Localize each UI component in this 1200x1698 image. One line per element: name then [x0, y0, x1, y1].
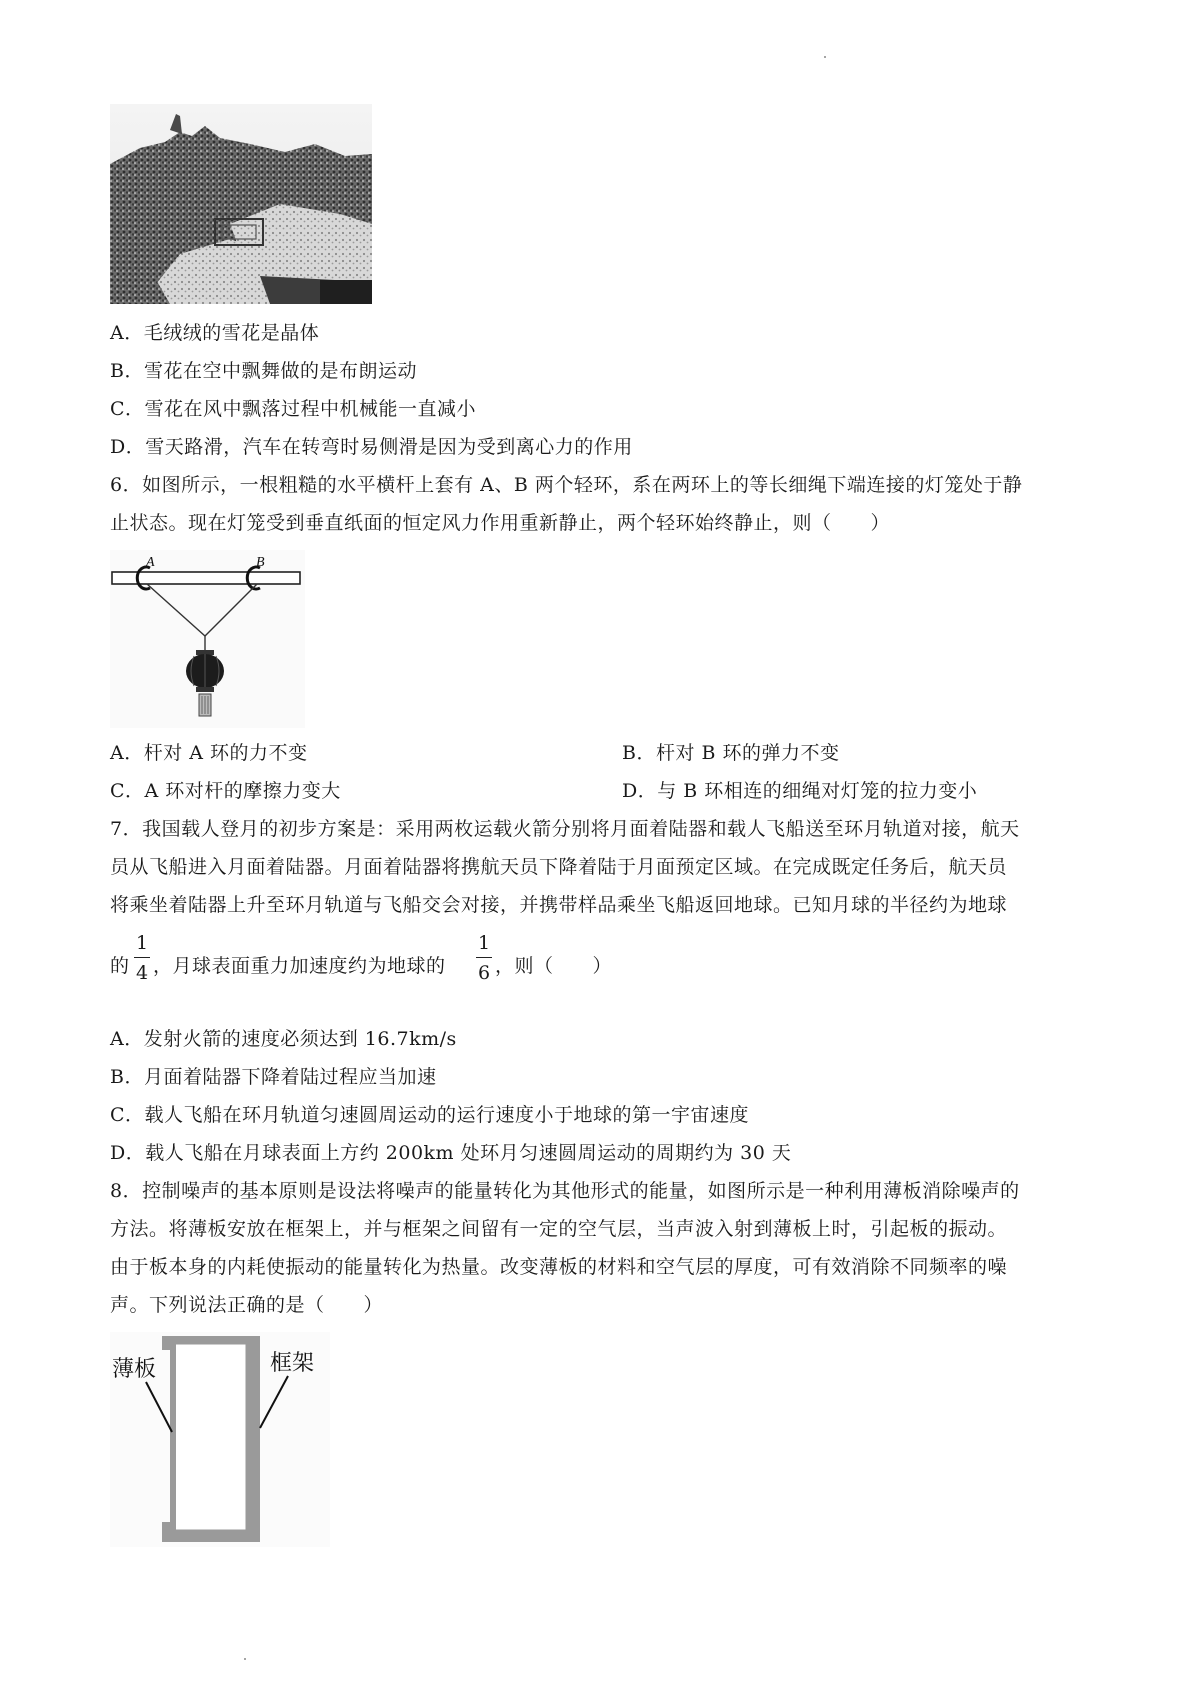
- q7-option-a: A．发射火箭的速度必须达到 16.7km/s: [110, 1028, 457, 1050]
- q5-option-c: C．雪花在风中飘落过程中机械能一直减小: [110, 398, 477, 420]
- q6-stem-line1: 6．如图所示，一根粗糙的水平横杆上套有 A、B 两个轻环，系在两环上的等长细绳下端连接的灯笼处于静: [110, 474, 1023, 496]
- fraction-1-denominator: 4: [135, 962, 149, 984]
- q6-option-a: A．杆对 A 环的力不变: [110, 742, 308, 764]
- q7-stem-line2: 员从飞船进入月面着陆器。月面着陆器将携航天员下降着陆于月面预定区域。在完成既定任务后，航天员: [110, 856, 1008, 878]
- plate-frame-figure: [110, 1332, 330, 1547]
- q5-option-d: D．雪天路滑，汽车在转弯时易侧滑是因为受到离心力的作用: [110, 436, 633, 458]
- fraction-1-numerator: 1: [135, 932, 149, 954]
- q8-stem-line3: 由于板本身的内耗使振动的能量转化为热量。改变薄板的材料和空气层的厚度，可有效消除不同频率的噪: [110, 1256, 1008, 1278]
- q7-option-b: B．月面着陆器下降着陆过程应当加速: [110, 1066, 437, 1088]
- q6-option-d: D．与 B 环相连的细绳对灯笼的拉力变小: [622, 780, 978, 802]
- q7-option-c: C．载人飞船在环月轨道匀速圆周运动的运行速度小于地球的第一宇宙速度: [110, 1104, 750, 1126]
- q7-stem-line3: 将乘坐着陆器上升至环月轨道与飞船交会对接，并携带样品乘坐飞船返回地球。已知月球的半径约为地球: [110, 894, 1008, 916]
- q6-stem-line2: 止状态。现在灯笼受到垂直纸面的恒定风力作用重新静止，两个轻环始终静止，则（ ）: [110, 512, 891, 534]
- fraction-2-numerator: 1: [477, 932, 491, 954]
- fraction-2-bar: [476, 957, 492, 958]
- q5-option-b: B．雪花在空中飘舞做的是布朗运动: [110, 360, 417, 382]
- snow-mountain-photo: [110, 104, 372, 304]
- lantern-rod-figure: [110, 550, 305, 728]
- ring-a-label: A: [146, 555, 155, 570]
- q7-stem-line1: 7．我国载人登月的初步方案是：采用两枚运载火箭分别将月面着陆器和载人飞船送至环月轨道对接，航天: [110, 818, 1020, 840]
- q5-option-a: A．毛绒绒的雪花是晶体: [110, 322, 320, 344]
- ring-b-label: B: [256, 555, 265, 570]
- frame-label: 框架: [270, 1351, 315, 1376]
- q6-option-c: C．A 环对杆的摩擦力变大: [110, 780, 341, 802]
- q7-stem-line4-middle: ，月球表面重力加速度约为地球的: [153, 955, 446, 977]
- fraction-2-denominator: 6: [477, 962, 491, 984]
- q6-option-b: B．杆对 B 环的弹力不变: [622, 742, 840, 764]
- thin-plate-label: 薄板: [112, 1357, 157, 1382]
- scan-dot-top: [824, 56, 826, 58]
- scan-dot-bottom: [244, 1658, 246, 1660]
- q7-stem-line4-start: 的: [110, 955, 130, 977]
- q8-stem-line1: 8．控制噪声的基本原则是设法将噪声的能量转化为其他形式的能量，如图所示是一种利用薄板消除噪声的: [110, 1180, 1020, 1202]
- q8-stem-line2: 方法。将薄板安放在框架上，并与框架之间留有一定的空气层，当声波入射到薄板上时，引起板的振动。: [110, 1218, 1008, 1240]
- q8-stem-line4: 声。下列说法正确的是（ ）: [110, 1294, 384, 1316]
- q7-option-d: D．载人飞船在月球表面上方约 200km 处环月匀速圆周运动的周期约为 30 天: [110, 1142, 792, 1164]
- fraction-1-bar: [134, 957, 150, 958]
- q7-stem-line4-end: ，则（ ）: [495, 955, 613, 977]
